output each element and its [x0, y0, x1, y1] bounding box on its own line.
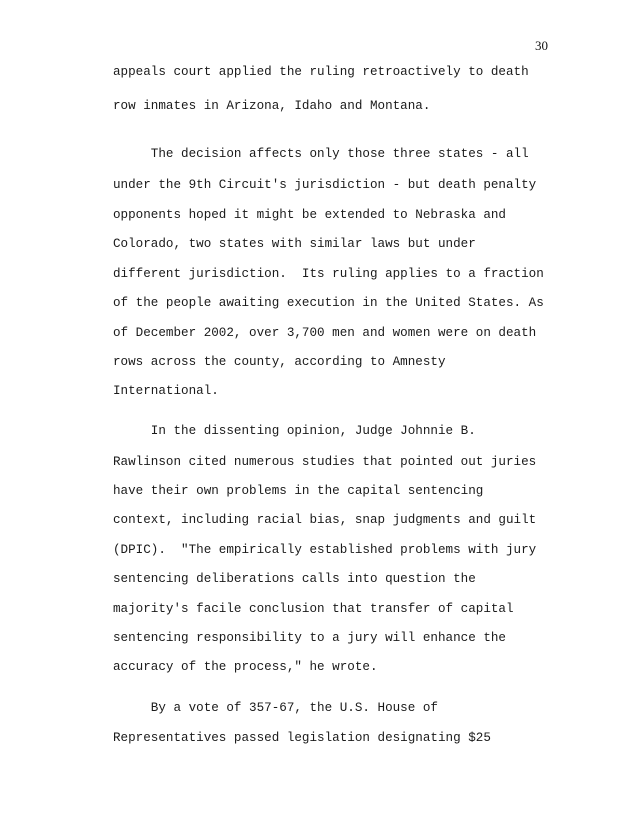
text-line: International. — [113, 384, 219, 398]
text-line: different jurisdiction. Its ruling applies to a fraction — [113, 267, 544, 281]
text-line: row inmates in Arizona, Idaho and Montana. — [113, 99, 431, 113]
text-line: By a vote of 357-67, the U.S. House of — [113, 701, 438, 715]
text-line: (DPIC). "The empirically established problems with jury — [113, 543, 537, 557]
text-line: of December 2002, over 3,700 men and women were on death — [113, 326, 537, 340]
text-line: In the dissenting opinion, Judge Johnnie B. — [113, 424, 476, 438]
text-line: opponents hoped it might be extended to Nebraska and — [113, 208, 506, 222]
text-line: have their own problems in the capital sentencing — [113, 484, 484, 498]
text-line: Colorado, two states with similar laws but under — [113, 237, 476, 251]
text-line: appeals court applied the ruling retroactively to death — [113, 65, 529, 79]
text-line: Rawlinson cited numerous studies that pointed out juries — [113, 455, 537, 469]
text-line: sentencing responsibility to a jury will enhance the — [113, 631, 506, 645]
text-line: sentencing deliberations calls into question the — [113, 572, 476, 586]
text-line: under the 9th Circuit's jurisdiction - but death penalty — [113, 178, 537, 192]
page-number: 30 — [535, 38, 548, 53]
text-line: rows across the county, according to Amnesty — [113, 355, 446, 369]
text-line: Representatives passed legislation designating $25 — [113, 731, 491, 745]
text-line: majority's facile conclusion that transfer of capital — [113, 602, 514, 616]
text-line: The decision affects only those three states - all — [113, 147, 529, 161]
text-line: of the people awaiting execution in the United States. As — [113, 296, 544, 310]
text-line: accuracy of the process," he wrote. — [113, 660, 378, 674]
text-line: context, including racial bias, snap judgments and guilt — [113, 513, 537, 527]
